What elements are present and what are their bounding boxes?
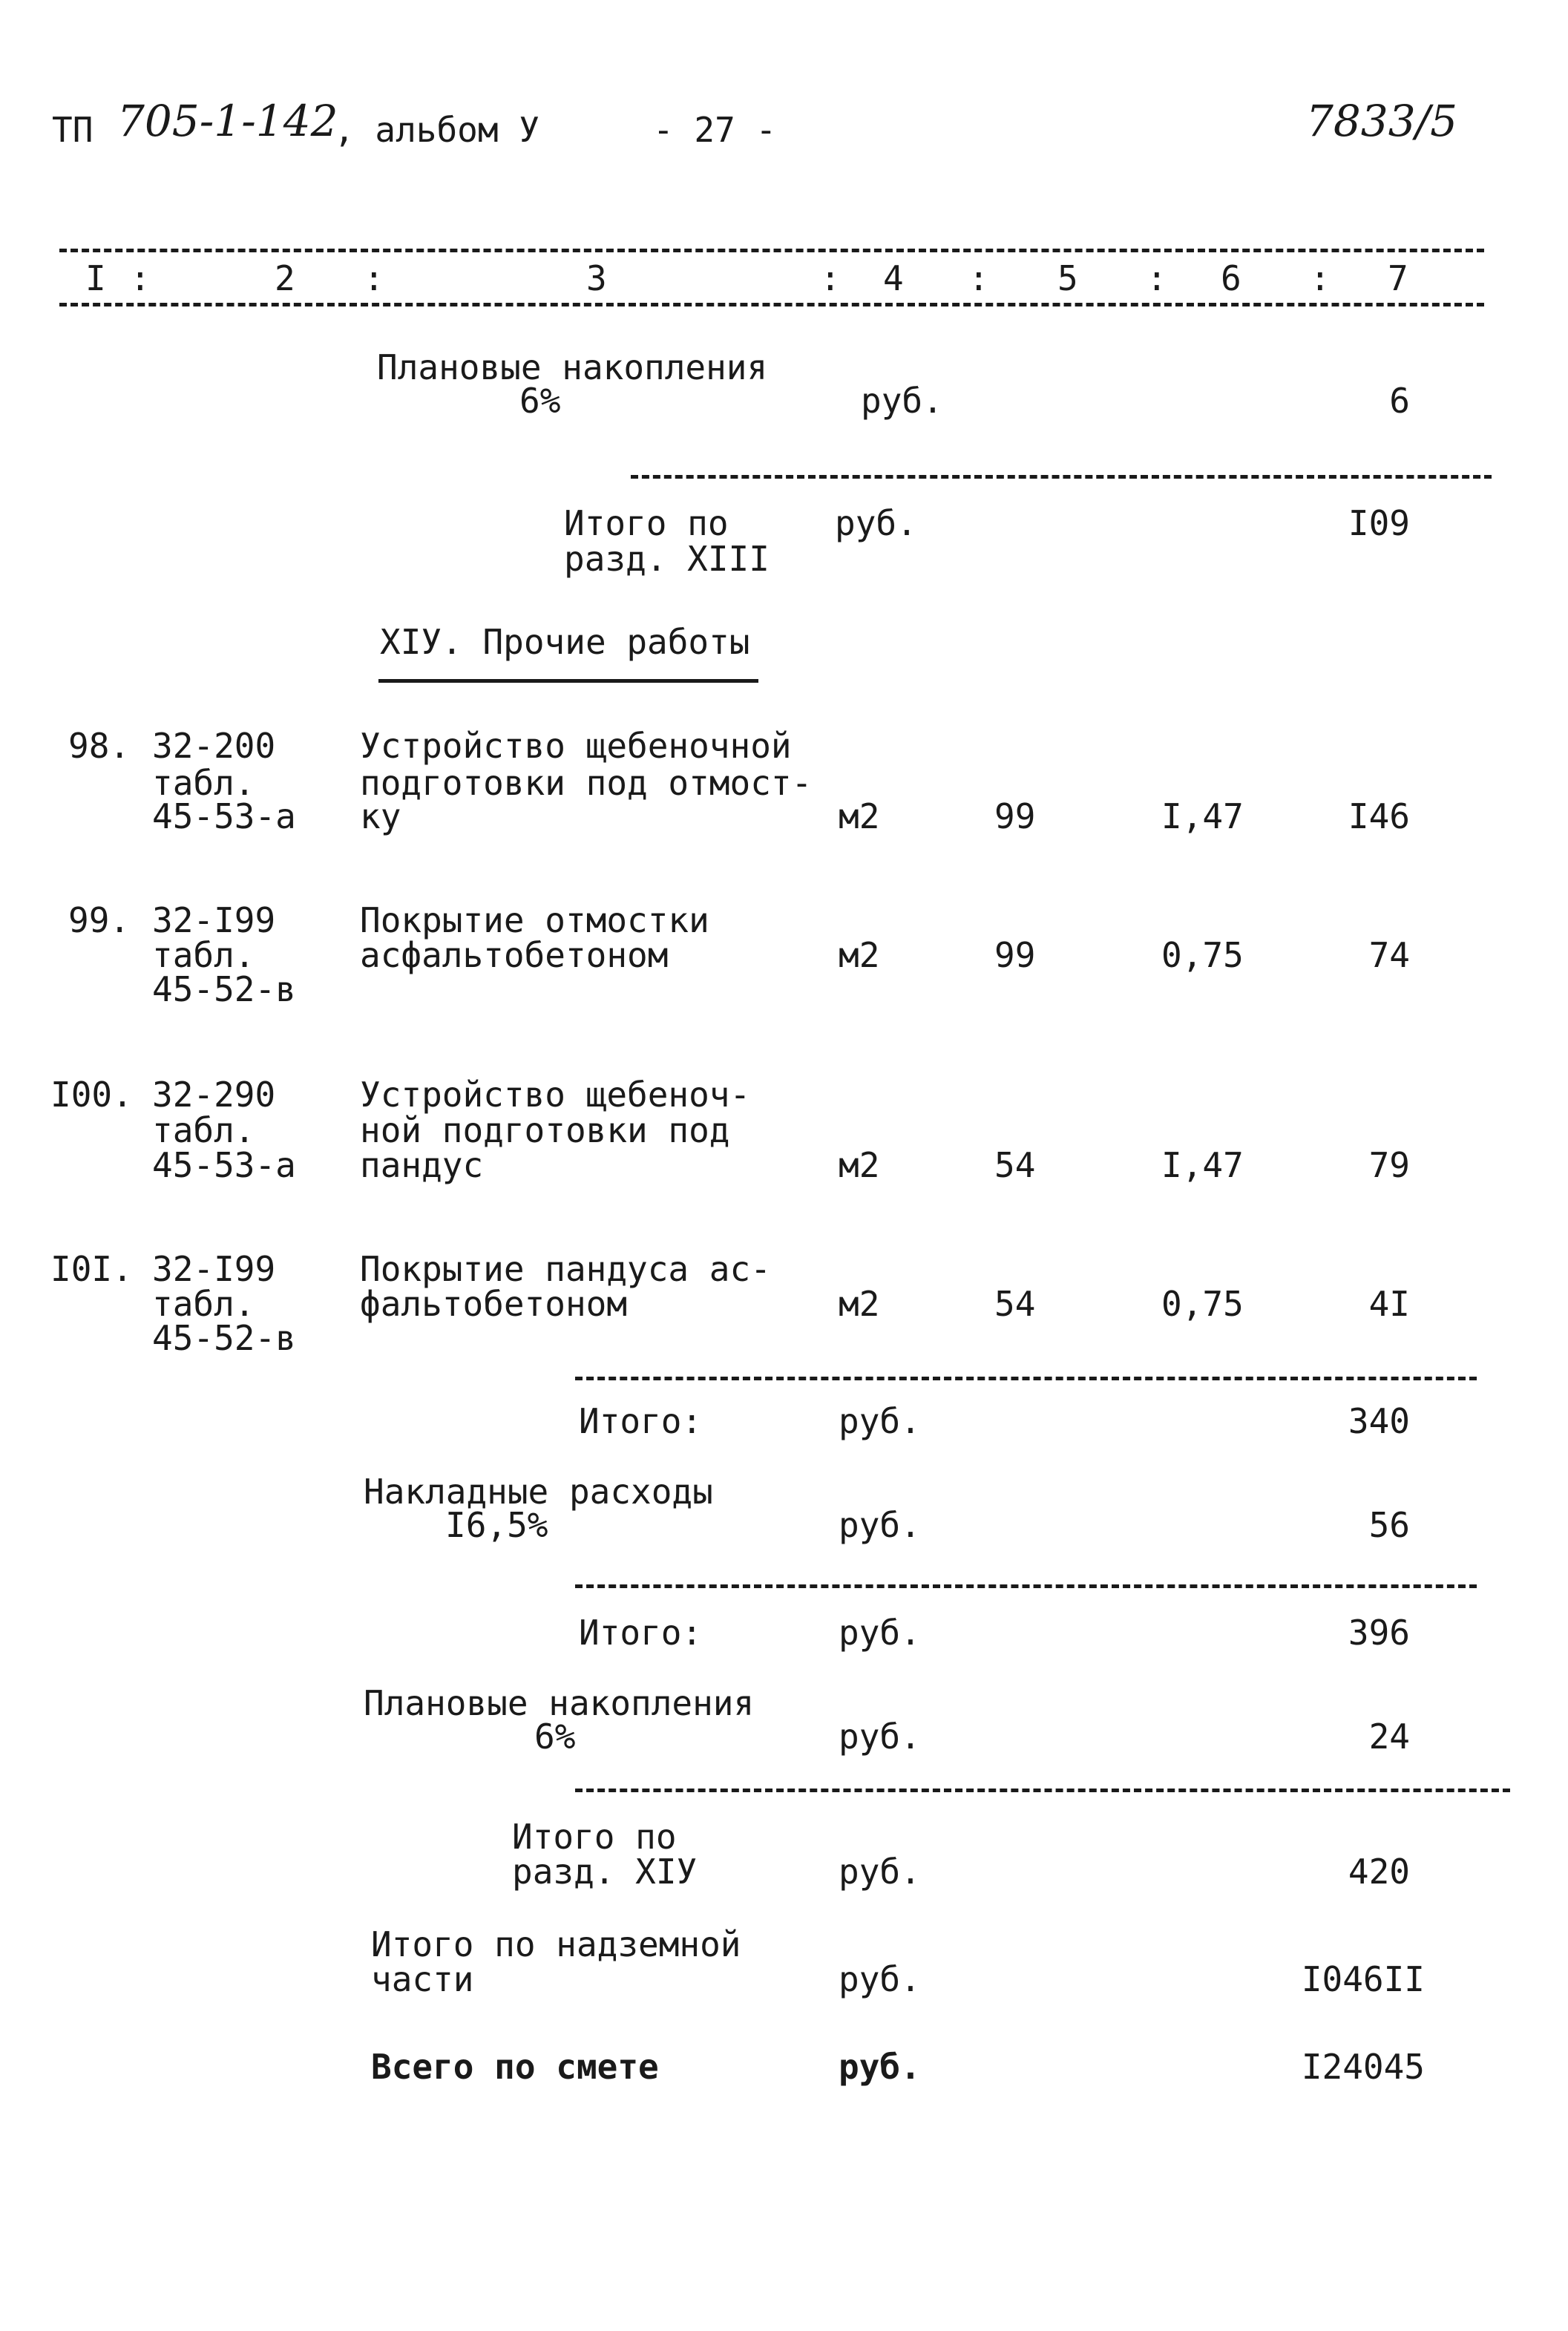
grand-total-unit: руб.: [839, 2047, 921, 2087]
col-sep: :: [1147, 258, 1167, 298]
row-price: 0,75: [1161, 935, 1244, 975]
col-sep: :: [820, 258, 841, 298]
row-total: 4I: [1368, 1284, 1410, 1324]
row-description: фальтобетоном: [360, 1284, 628, 1324]
total-xiii-label-1: Итого по: [564, 503, 729, 543]
col-4: 4: [883, 258, 904, 298]
row-unit: м2: [839, 796, 880, 836]
planned-savings-pct: 6%: [534, 1717, 576, 1757]
row-total: 74: [1368, 935, 1410, 975]
col-1: I: [85, 258, 106, 298]
row-unit: м2: [839, 935, 880, 975]
page-number: - 27 -: [653, 110, 777, 150]
row-price: I,47: [1161, 1145, 1244, 1185]
row-total: 79: [1368, 1145, 1410, 1185]
planned-savings-value: 6: [1389, 381, 1410, 421]
col-2: 2: [275, 258, 295, 298]
row-qty: 54: [994, 1284, 1036, 1324]
row-description: ку: [360, 796, 401, 836]
doc-number-handwritten: 7833/5: [1306, 96, 1458, 146]
overhead-value: 56: [1368, 1505, 1410, 1545]
row-description: подготовки под отмост-: [360, 763, 813, 803]
rule-before-itogo-1: [575, 1377, 1477, 1380]
row-description: пандус: [360, 1145, 484, 1185]
above-ground-total-value: I046II: [1301, 1959, 1425, 1999]
planned-savings-unit: руб.: [839, 1717, 921, 1757]
row-description: Устройство щебеноч-: [360, 1075, 751, 1115]
overhead-unit: руб.: [839, 1505, 921, 1545]
itogo-value: 396: [1348, 1613, 1410, 1653]
row-code: табл.: [152, 1110, 255, 1150]
row-number: 98.: [68, 726, 131, 766]
row-number: I00.: [50, 1075, 133, 1115]
row-code: 45-53-а: [152, 1145, 296, 1185]
row-price: 0,75: [1161, 1284, 1244, 1324]
itogo-label: Итого:: [579, 1613, 703, 1653]
total-xiii-value: I09: [1348, 503, 1410, 543]
planned-savings-value: 24: [1368, 1717, 1410, 1757]
col-sep: :: [968, 258, 989, 298]
overhead-label: Накладные расходы: [364, 1472, 713, 1512]
album-label: , альбом У: [334, 110, 539, 150]
row-code: 45-53-а: [152, 796, 296, 836]
row-code: 45-52-в: [152, 1318, 296, 1358]
section-total-label-1: Итого по: [512, 1817, 677, 1857]
tp-code-handwritten: 705-1-142: [117, 96, 338, 146]
row-unit: м2: [839, 1284, 880, 1324]
row-qty: 54: [994, 1145, 1036, 1185]
row-description: ной подготовки под: [360, 1110, 730, 1150]
col-sep: :: [1310, 258, 1331, 298]
planned-savings-unit: руб.: [861, 381, 943, 421]
row-description: Покрытие отмостки: [360, 900, 709, 940]
rule-before-total-xiii: [631, 475, 1492, 479]
row-qty: 99: [994, 935, 1036, 975]
row-price: I,47: [1161, 796, 1244, 836]
col-7: 7: [1388, 258, 1408, 298]
row-code: табл.: [152, 763, 255, 803]
row-code: табл.: [152, 935, 255, 975]
rule-before-section-total: [575, 1789, 1510, 1792]
col-sep: :: [364, 258, 384, 298]
col-3: 3: [586, 258, 607, 298]
col-6: 6: [1221, 258, 1241, 298]
above-ground-total-label-1: Итого по надземной: [371, 1924, 741, 1964]
row-code: 32-I99: [152, 900, 276, 940]
overhead-pct: I6,5%: [445, 1505, 548, 1545]
itogo-unit: руб.: [839, 1613, 921, 1653]
col-5: 5: [1057, 258, 1078, 298]
header-rule-top: [59, 249, 1484, 252]
itogo-value: 340: [1348, 1401, 1410, 1441]
row-number: 99.: [68, 900, 131, 940]
tp-prefix: ТП: [52, 110, 94, 150]
section-total-label-2: разд. XIУ: [512, 1852, 698, 1892]
itogo-label: Итого:: [579, 1401, 703, 1441]
row-code: табл.: [152, 1284, 255, 1324]
planned-savings-label: Плановые накопления: [364, 1683, 755, 1723]
section-title-underline: [378, 679, 758, 683]
row-description: Устройство щебеночной: [360, 726, 792, 766]
section-total-unit: руб.: [839, 1852, 921, 1892]
rule-before-itogo-2: [575, 1584, 1477, 1588]
total-xiii-unit: руб.: [835, 503, 917, 543]
header-rule-bottom: [59, 303, 1484, 306]
row-unit: м2: [839, 1145, 880, 1185]
grand-total-value: I24045: [1301, 2047, 1425, 2087]
row-code: 32-200: [152, 726, 276, 766]
row-total: I46: [1348, 796, 1410, 836]
col-sep: :: [130, 258, 151, 298]
itogo-unit: руб.: [839, 1401, 921, 1441]
section-title: XIУ. Прочие работы: [380, 622, 750, 662]
row-description: асфальтобетоном: [360, 935, 669, 975]
planned-savings-label: Плановые накопления: [377, 347, 768, 387]
total-xiii-label-2: разд. XIII: [564, 539, 770, 579]
row-code: 45-52-в: [152, 969, 296, 1009]
row-qty: 99: [994, 796, 1036, 836]
row-number: I0I.: [50, 1249, 133, 1289]
above-ground-total-label-2: части: [371, 1959, 474, 1999]
section-total-value: 420: [1348, 1852, 1410, 1892]
row-code: 32-I99: [152, 1249, 276, 1289]
above-ground-total-unit: руб.: [839, 1959, 921, 1999]
planned-savings-pct: 6%: [519, 381, 561, 421]
grand-total-label: Всего по смете: [371, 2047, 659, 2087]
row-description: Покрытие пандуса ас-: [360, 1249, 771, 1289]
row-code: 32-290: [152, 1075, 276, 1115]
